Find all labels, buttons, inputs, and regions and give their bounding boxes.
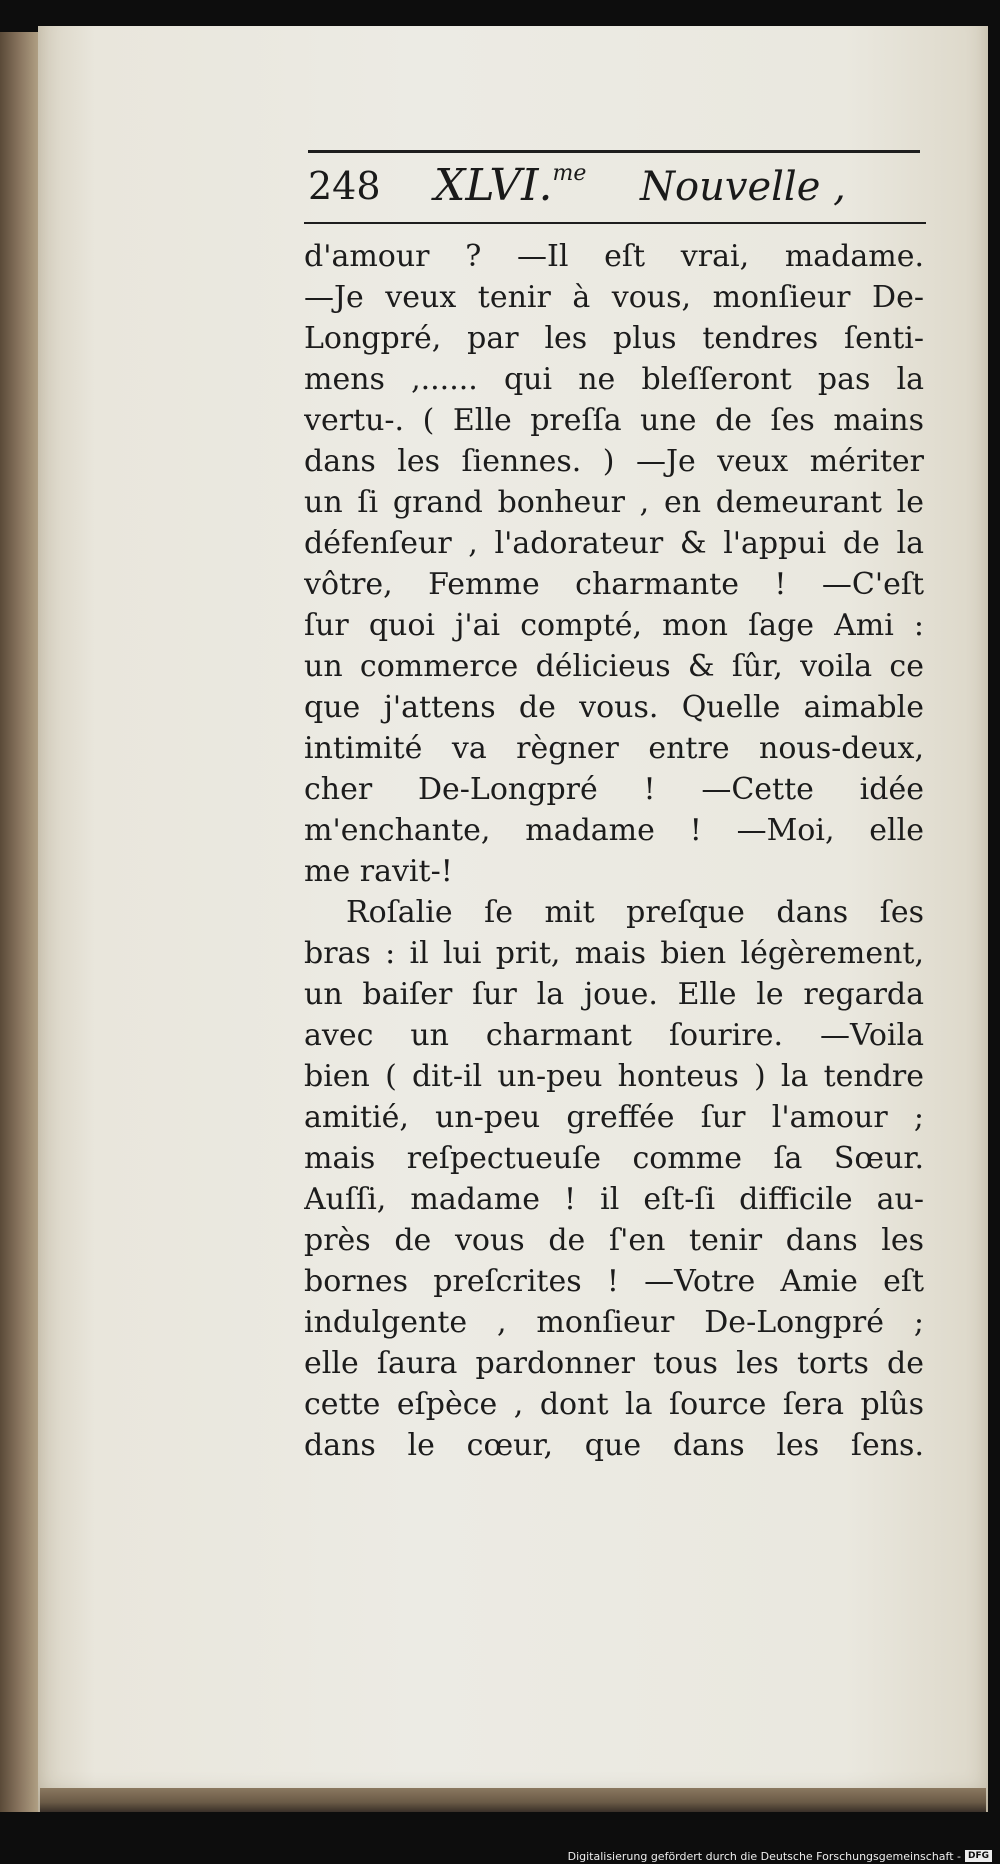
text-line: un ſi grand bonheur , en demeurant le: [304, 485, 924, 520]
text-line: intimité va règner entre nous-deux,: [304, 731, 924, 766]
chapter-numeral: XLVI.: [434, 160, 553, 211]
text-line: Auſſi, madame ! il eſt-ſi difficile au-: [304, 1182, 924, 1217]
text-line: près de vous de ſ'en tenir dans les: [304, 1223, 924, 1258]
text-line: bornes preſcrites ! —Votre Amie eſt: [304, 1264, 924, 1299]
header-rule-bottom: [304, 222, 926, 224]
text-line: que j'attens de vous. Quelle aimable: [304, 690, 924, 725]
text-line: Longpré, par les plus tendres ſenti-: [304, 321, 924, 356]
text-line: mais reſpectueuſe comme ſa Sœur.: [304, 1141, 924, 1176]
section-title: Nouvelle ,: [640, 164, 846, 210]
text-line: ſur quoi j'ai compté, mon ſage Ami :: [304, 608, 924, 643]
header-rule-top: [308, 150, 920, 153]
text-line: dans les ſiennes. ) —Je veux mériter: [304, 444, 924, 479]
text-line: mens ,...... qui ne bleſſeront pas la: [304, 362, 924, 397]
text-line: défenſeur , l'adorateur & l'appui de la: [304, 526, 924, 561]
text-line: un commerce délicieus & ſûr, voila ce: [304, 649, 924, 684]
text-line: vôtre, Femme charmante ! —C'eſt: [304, 567, 924, 602]
footer-credit: Digitalisierung gefördert durch die Deutsche Forschungsgemeinschaft -: [567, 1849, 961, 1863]
paragraph-end-line: me ravit-!: [304, 854, 453, 889]
text-line: m'enchante, madame ! —Moi, elle: [304, 813, 924, 848]
chapter-mark: [434, 160, 586, 211]
chapter-suffix: me: [552, 161, 587, 186]
text-line: indulgente , monſieur De-Longpré ;: [304, 1305, 924, 1340]
text-line: cette eſpèce , dont la ſource ſera plûs: [304, 1387, 924, 1422]
body-text: [304, 236, 924, 1466]
page-bottom-edge: [40, 1788, 986, 1812]
text-line: avec un charmant ſourire. —Voila: [304, 1018, 924, 1053]
text-line: bras : il lui prit, mais bien légèrement,: [304, 936, 924, 971]
text-line: d'amour ? —Il eſt vrai, madame.: [304, 239, 924, 274]
paragraph-start-line: Roſalie ſe mit preſque dans ſes: [346, 895, 924, 930]
text-line: elle ſaura pardonner tous les torts de: [304, 1346, 924, 1381]
text-line: dans le cœur, que dans les ſens.: [304, 1428, 924, 1463]
text-line: vertu-. ( Elle preſſa une de ſes mains: [304, 403, 924, 438]
page-number: 248: [308, 164, 381, 208]
text-line: —Je veux tenir à vous, monſieur De-: [304, 280, 924, 315]
text-line: bien ( dit-il un-peu honteus ) la tendre: [304, 1059, 924, 1094]
text-line: amitié, un-peu greffée ſur l'amour ;: [304, 1100, 924, 1135]
dfg-logo: DFG: [965, 1850, 992, 1862]
text-line: un baiſer ſur la joue. Elle le regarda: [304, 977, 924, 1012]
running-head: [308, 160, 928, 216]
text-line: cher De-Longpré ! —Cette idée: [304, 772, 924, 807]
digitization-footer: [568, 1849, 992, 1863]
